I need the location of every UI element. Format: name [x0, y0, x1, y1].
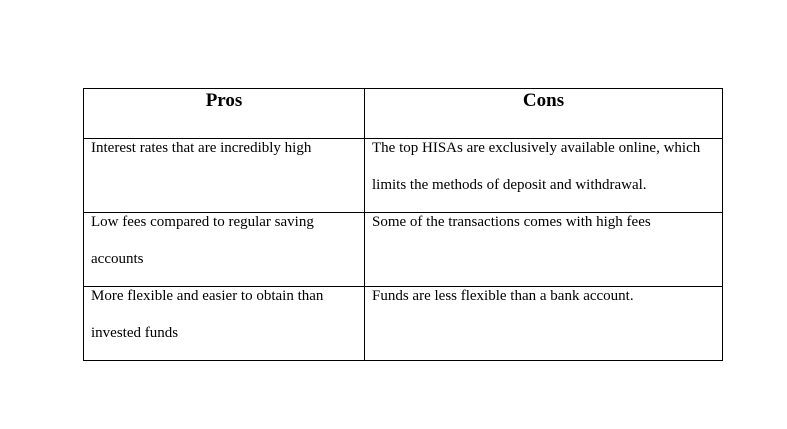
cell-text: Funds are less flexible than a bank account. — [372, 288, 634, 304]
cell-text: Some of the transactions comes with high fees — [372, 214, 651, 230]
cell-text: The top HISAs are exclusively available online, which limits the methods of deposit and withdrawal. — [372, 140, 701, 193]
cons-cell — [365, 139, 723, 213]
cons-cell — [365, 213, 723, 287]
pros-cell — [84, 139, 365, 213]
cons-cell — [365, 287, 723, 361]
table-row — [84, 139, 723, 213]
cell-text: Low fees compared to regular saving accounts — [91, 214, 314, 267]
header-cons: Cons — [365, 89, 723, 139]
pros-cell — [84, 287, 365, 361]
header-pros: Pros — [84, 89, 365, 139]
table-body — [84, 139, 723, 361]
pros-cons-table — [83, 88, 723, 361]
pros-cell — [84, 213, 365, 287]
cell-text: Interest rates that are incredibly high — [91, 140, 312, 156]
table-row — [84, 287, 723, 361]
table-row — [84, 213, 723, 287]
cell-text: More flexible and easier to obtain than invested funds — [91, 288, 324, 341]
